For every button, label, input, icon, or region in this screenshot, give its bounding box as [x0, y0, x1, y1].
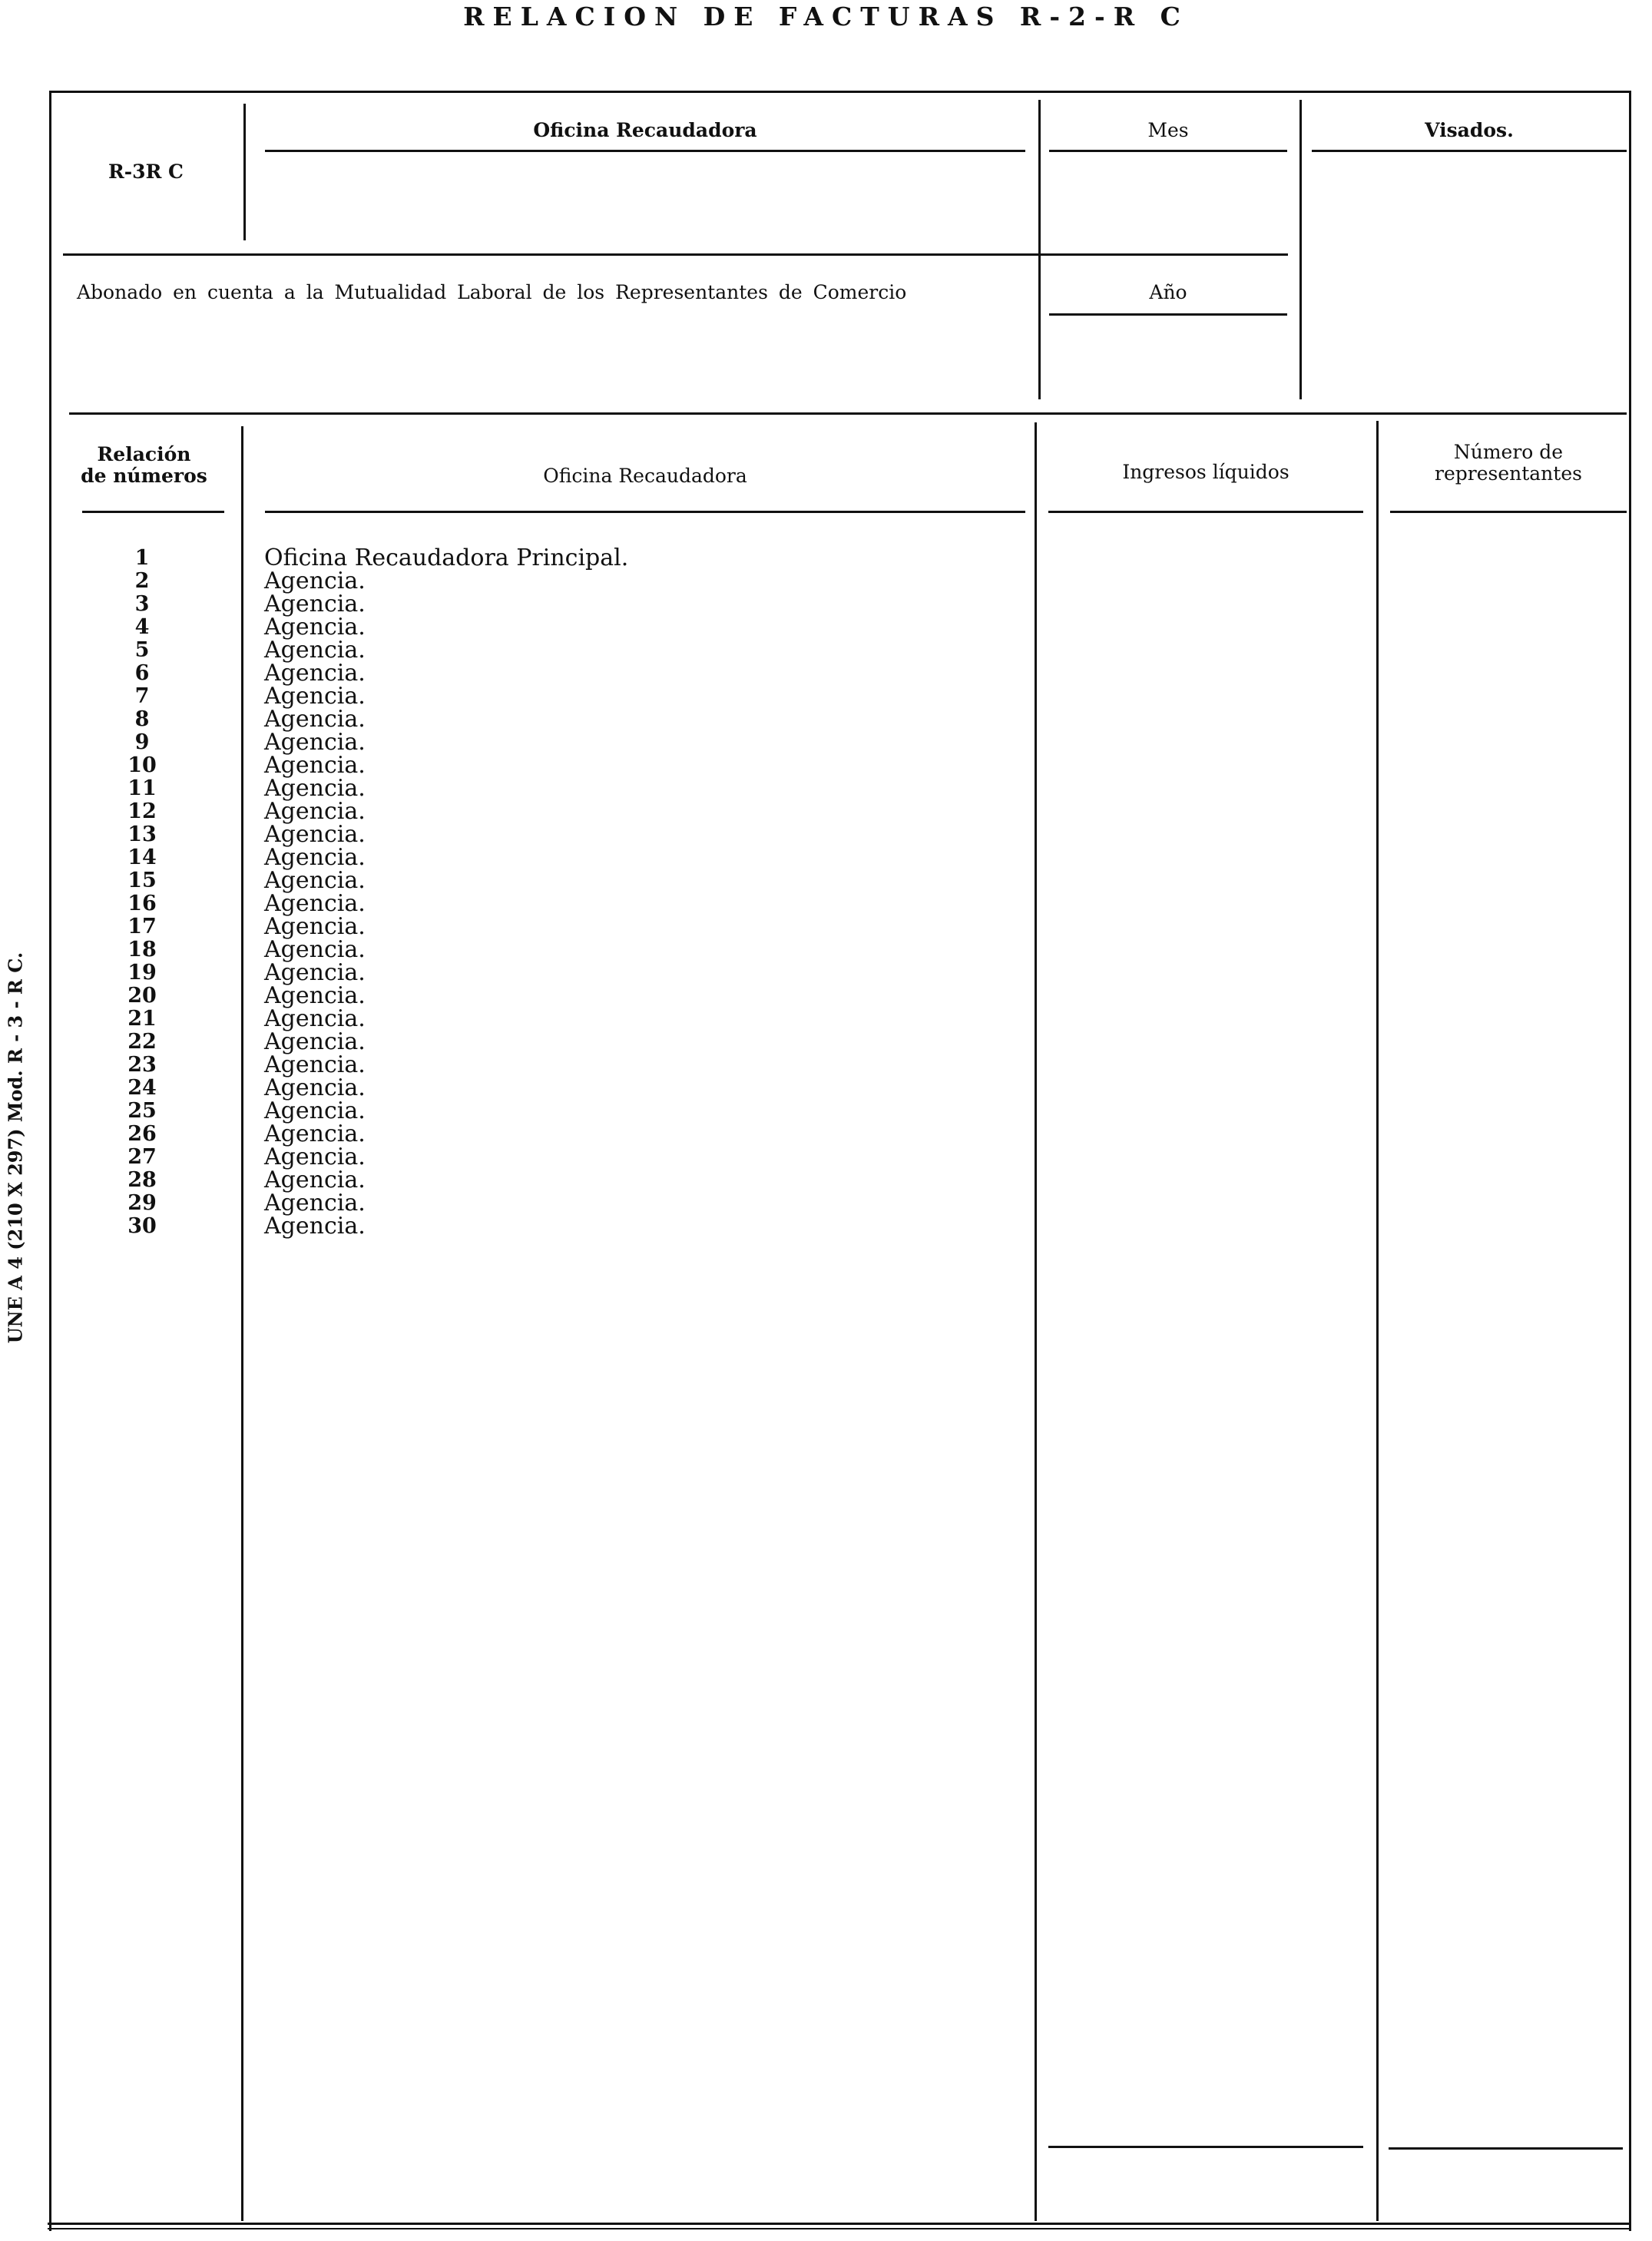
- row-number: 4: [134, 615, 150, 639]
- row-number: 3: [134, 592, 150, 616]
- row-number: 15: [127, 869, 157, 892]
- numero-total-field[interactable]: [1389, 2154, 1623, 2216]
- anio-underline: [1049, 313, 1287, 316]
- header-middle-rule: [63, 253, 1288, 256]
- header-divider-visados: [1299, 100, 1302, 399]
- row-office-name: Agencia.: [264, 1213, 366, 1240]
- row-number: 2: [134, 569, 150, 593]
- visados-underline: [1312, 150, 1627, 152]
- col-numero-line2: representantes: [1435, 462, 1582, 485]
- col-oficina-header: Oficina Recaudadora: [543, 465, 747, 487]
- row-number: 25: [127, 1099, 157, 1123]
- bottom-rule-double: [48, 2228, 1630, 2229]
- row-office-name: Agencia.: [264, 913, 366, 940]
- visados-label: Visados.: [1425, 119, 1514, 141]
- row-office-name: Agencia.: [264, 752, 366, 779]
- oficina-label: Oficina Recaudadora: [533, 119, 757, 141]
- header-bottom-rule: [69, 412, 1627, 415]
- col-relacion-header: [61, 444, 227, 487]
- row-office-name: Agencia.: [264, 1190, 366, 1216]
- row-number: 1: [134, 546, 150, 570]
- col-numero-header: [1390, 442, 1627, 485]
- row-office-name: Agencia.: [264, 890, 366, 917]
- row-number: 6: [134, 661, 150, 685]
- row-number: 26: [127, 1122, 157, 1146]
- row-office-name: Agencia.: [264, 706, 366, 733]
- row-number: 18: [127, 938, 157, 962]
- numero-total-rule: [1389, 2147, 1623, 2150]
- row-office-name: Agencia.: [264, 867, 366, 894]
- table-divider-1: [241, 426, 243, 2221]
- oficina-underline: [265, 150, 1025, 152]
- row-office-name: Agencia.: [264, 637, 366, 664]
- row-office-name: Agencia.: [264, 660, 366, 687]
- bottom-rule: [48, 2223, 1630, 2225]
- row-office-name: Agencia.: [264, 1005, 366, 1032]
- form-title: RELACION DE FACTURAS R-2-R C: [463, 2, 1189, 31]
- row-office-name: Agencia.: [264, 1144, 366, 1170]
- col-relacion-line1: Relación: [97, 443, 191, 465]
- row-number: 27: [127, 1145, 157, 1169]
- row-office-name: Agencia.: [264, 1074, 366, 1101]
- mes-underline: [1049, 150, 1287, 152]
- row-office-name: Agencia.: [264, 1028, 366, 1055]
- oficina-field[interactable]: [265, 157, 1025, 242]
- row-office-name: Agencia.: [264, 959, 366, 986]
- row-number: 9: [134, 730, 150, 754]
- ingresos-total-rule: [1048, 2146, 1363, 2148]
- row-number: 7: [134, 684, 150, 708]
- numero-column-field[interactable]: [1390, 530, 1627, 2143]
- row-office-name: Agencia.: [264, 1167, 366, 1193]
- mes-field[interactable]: [1049, 157, 1287, 242]
- row-number: 10: [127, 753, 157, 777]
- row-office-name: Agencia.: [264, 1097, 366, 1124]
- row-number: 22: [127, 1030, 157, 1054]
- row-number: 23: [127, 1053, 157, 1077]
- abonado-text: Abonado en cuenta a la Mutualidad Laboral de los Representantes de Comercio: [77, 281, 907, 303]
- table-divider-3: [1376, 421, 1379, 2221]
- row-office-name: Agencia.: [264, 821, 366, 848]
- row-number: 29: [127, 1191, 157, 1215]
- row-office-name: Agencia.: [264, 591, 366, 617]
- row-office-name: Oficina Recaudadora Principal.: [264, 545, 629, 571]
- row-number: 8: [134, 707, 150, 731]
- row-number: 17: [127, 915, 157, 938]
- row-office-name: Agencia.: [264, 936, 366, 963]
- row-number: 11: [127, 776, 157, 800]
- row-number: 24: [127, 1076, 157, 1100]
- col-ingresos-header: Ingresos líquidos: [1122, 461, 1289, 483]
- row-office-name: Agencia.: [264, 568, 366, 594]
- mes-label: Mes: [1147, 119, 1189, 141]
- row-number: 14: [127, 846, 157, 869]
- row-office-name: Agencia.: [264, 1051, 366, 1078]
- visados-field[interactable]: [1312, 157, 1627, 403]
- form-code: R-3R C: [108, 161, 184, 183]
- row-number: 28: [127, 1168, 157, 1192]
- row-number: 13: [127, 823, 157, 846]
- table-divider-2: [1035, 422, 1037, 2221]
- oficina-header-underline: [265, 511, 1025, 513]
- ingresos-total-field[interactable]: [1048, 2154, 1363, 2216]
- row-number: 5: [134, 638, 150, 662]
- row-number: 12: [127, 799, 157, 823]
- row-office-name: Agencia.: [264, 683, 366, 710]
- row-number: 19: [127, 961, 157, 985]
- row-number: 16: [127, 892, 157, 915]
- anio-label: Año: [1149, 281, 1187, 303]
- ingresos-header-underline: [1048, 511, 1363, 513]
- anio-field[interactable]: [1049, 321, 1287, 398]
- row-number: 21: [127, 1007, 157, 1031]
- row-office-name: Agencia.: [264, 775, 366, 802]
- row-office-name: Agencia.: [264, 798, 366, 825]
- row-office-name: Agencia.: [264, 982, 366, 1009]
- row-number-list: [92, 547, 192, 1238]
- relacion-header-underline: [82, 511, 224, 513]
- header-divider-mes: [1038, 100, 1041, 399]
- side-form-label: UNE A 4 (210 X 297) Mod. R - 3 - R C.: [4, 952, 27, 1344]
- header-divider-code: [243, 104, 246, 240]
- numero-header-underline: [1390, 511, 1627, 513]
- row-number: 20: [127, 984, 157, 1008]
- ingresos-column-field[interactable]: [1048, 530, 1363, 2143]
- row-number: 30: [127, 1214, 157, 1238]
- col-numero-line1: Número de: [1453, 441, 1564, 463]
- row-office-name: Agencia.: [264, 1120, 366, 1147]
- row-office-name: Agencia.: [264, 729, 366, 756]
- row-name-list: [264, 547, 628, 1238]
- row-office-name: Agencia.: [264, 844, 366, 871]
- col-relacion-line2: de números: [81, 465, 207, 487]
- row-office-name: Agencia.: [264, 614, 366, 641]
